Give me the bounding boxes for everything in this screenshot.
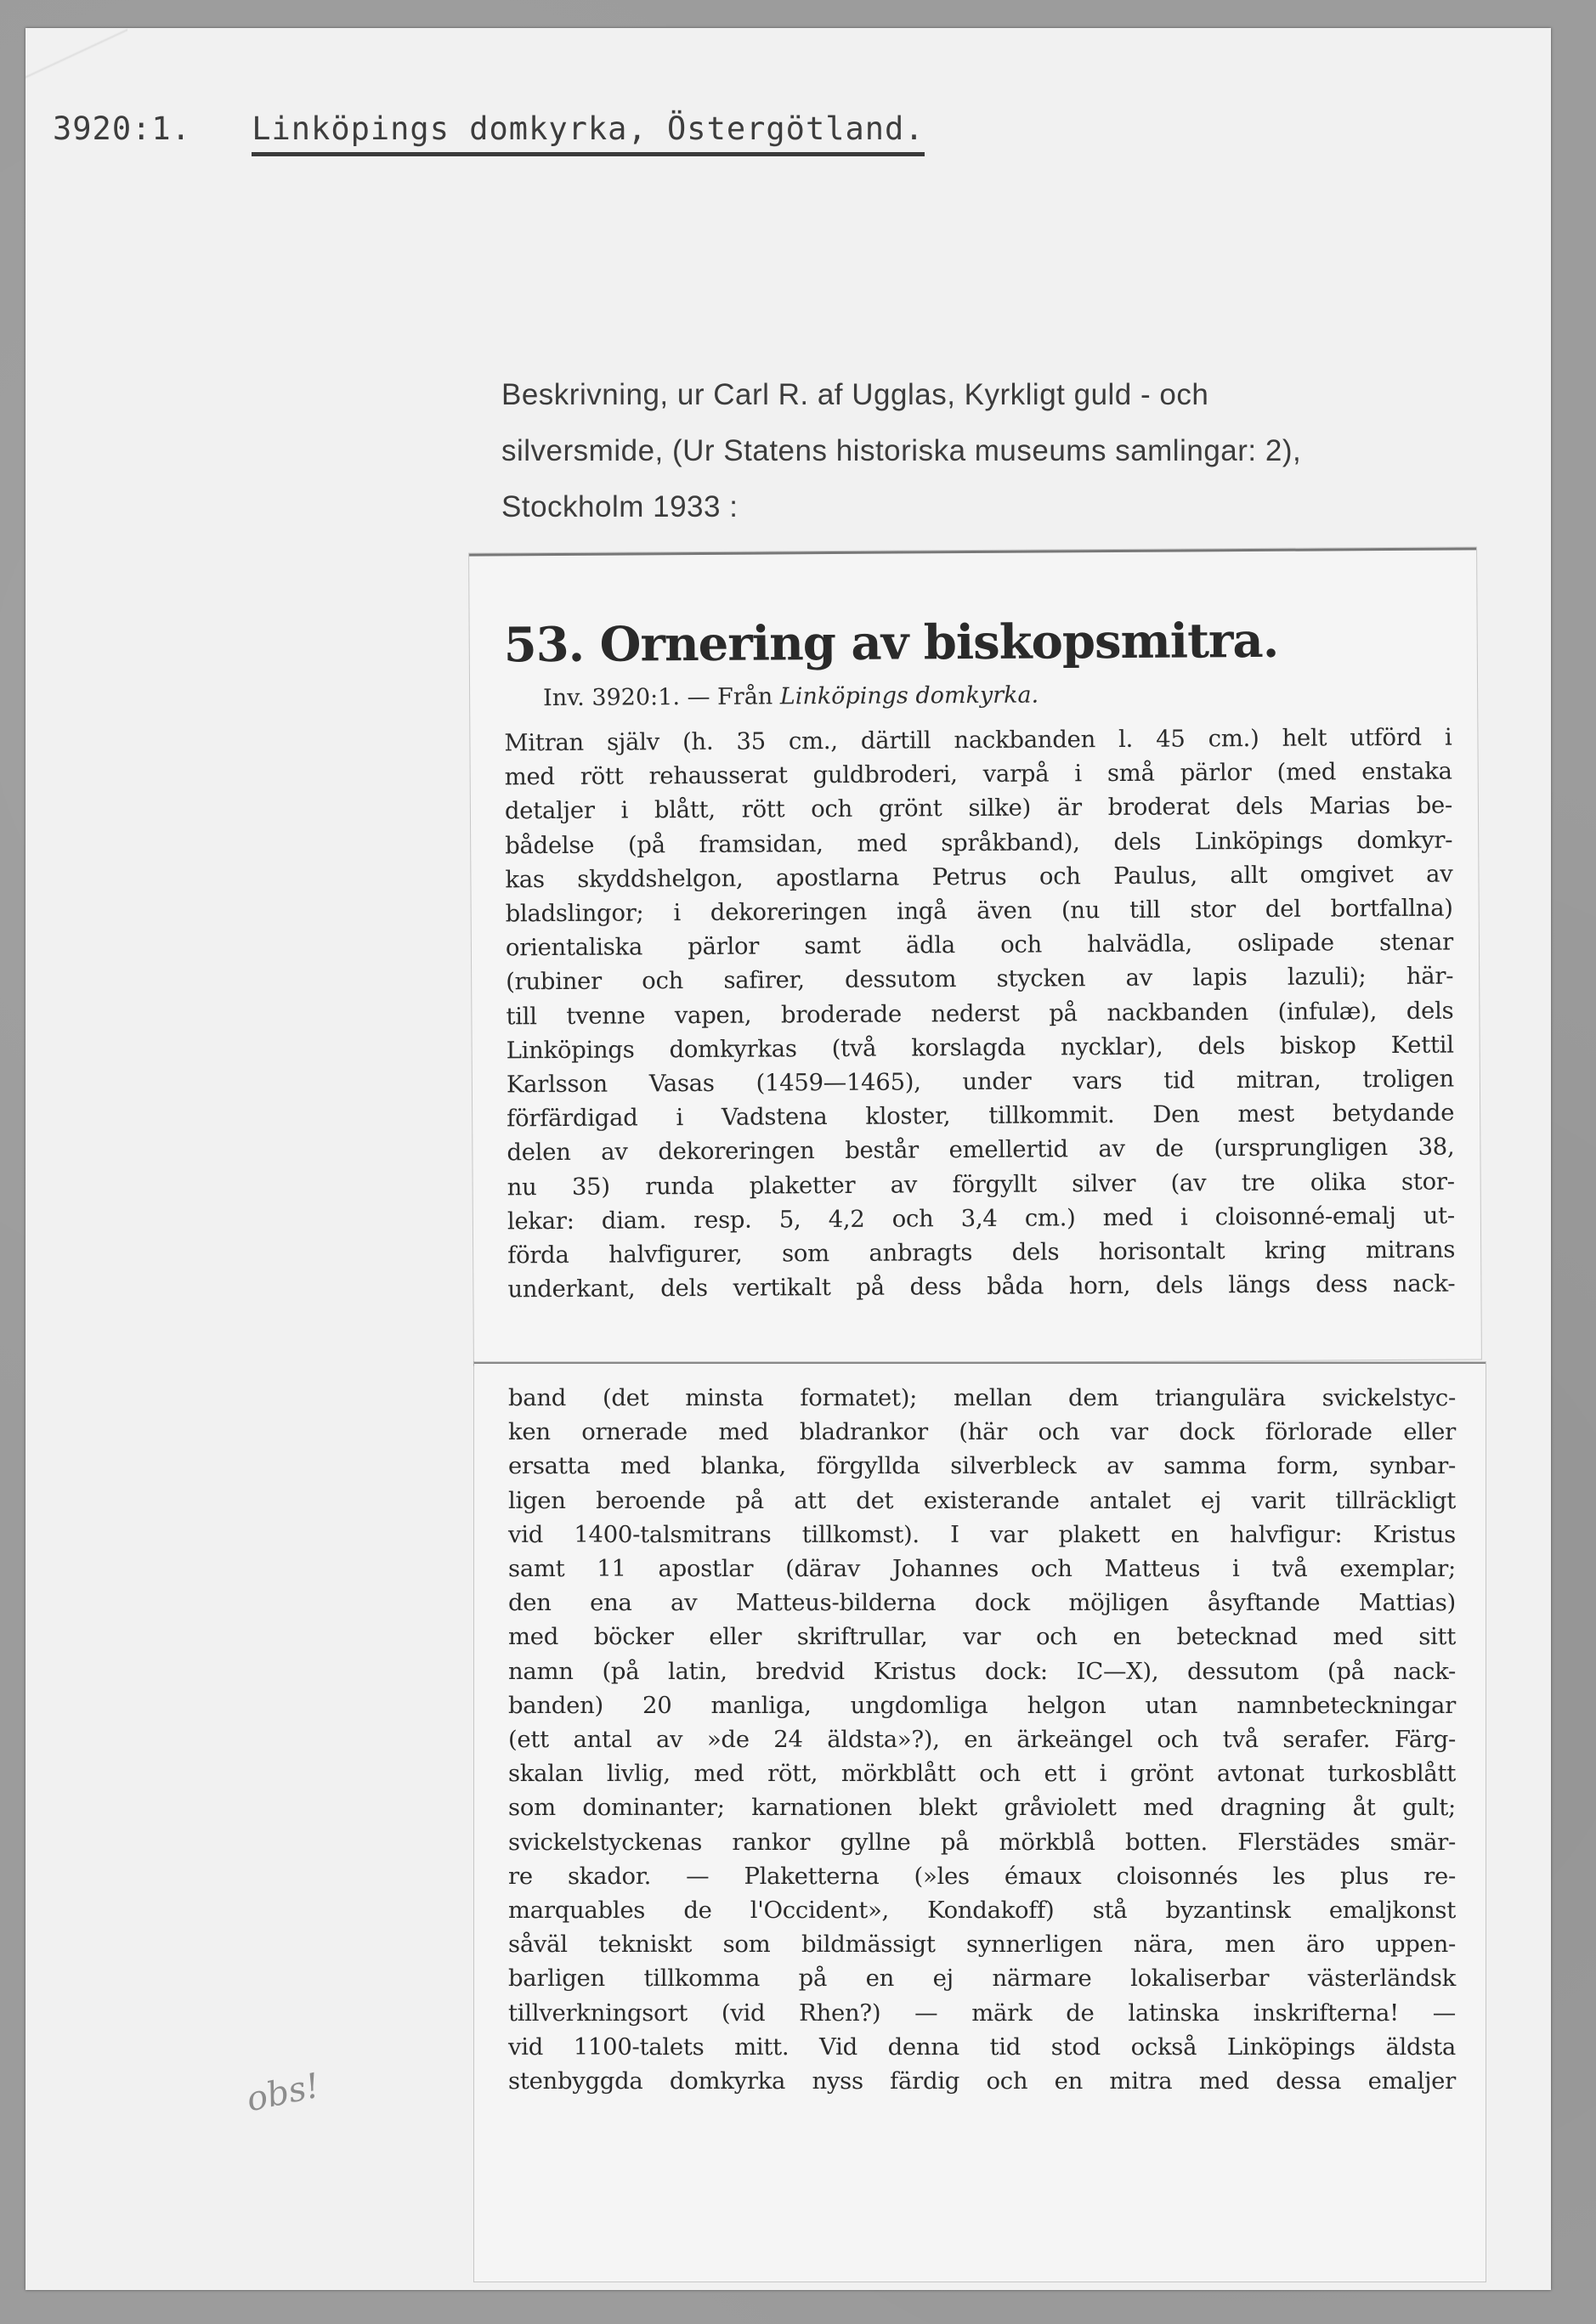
- text-line: bladslingor; i dekoreringen ingå även (nu till stor del bortfallna): [505, 894, 1453, 928]
- card-title: Linköpings domkyrka, Östergötland.: [252, 110, 924, 156]
- text-line: barligen tillkomma på en ej närmare lokaliserbar västerländsk: [508, 1965, 1456, 1993]
- text-line: med böcker eller skriftrullar, var och en betecknad med sitt: [508, 1623, 1456, 1651]
- handwritten-note: obs!: [243, 2066, 324, 2120]
- text-line: banden) 20 manliga, ungdomliga helgon utan namnbeteckningar: [508, 1691, 1456, 1719]
- text-line: ken ornerade med bladrankor (här och var dock förlorade eller: [508, 1418, 1456, 1446]
- text-line: lekar: diam. resp. 5, 4,2 och 3,4 cm.) med i cloisonné-emalj ut-: [507, 1202, 1455, 1236]
- text-line: namn (på latin, bredvid Kristus dock: IC—X), dessutom (på nack-: [508, 1657, 1456, 1685]
- text-line: ligen beroende på att det existerande antalet ej varit tillräckligt: [508, 1486, 1456, 1514]
- text-line: skalan livlig, med rött, mörkblått och ett i grönt avtonat turkosblått: [508, 1760, 1456, 1788]
- text-line: underkant, dels vertikalt på dess båda horn, dels längs dess nack-: [507, 1269, 1456, 1303]
- text-line: den ena av Matteus-bilderna dock möjligen åsyftande Mattias): [508, 1589, 1456, 1617]
- source-note: [501, 367, 1504, 535]
- text-line: marquables de l'Occident», Kondakoff) stå byzantinsk emaljkonst: [508, 1897, 1456, 1925]
- text-line: (ett antal av »de 24 äldsta»?), en ärkeängel och två serafer. Färg-: [508, 1726, 1456, 1754]
- book-clipping-2: [474, 1362, 1486, 2282]
- source-note-line: Stockholm 1933 :: [501, 490, 739, 523]
- text-line: nu 35) runda plaketter av förgyllt silver (av tre olika stor-: [507, 1168, 1455, 1202]
- article-body-part-2: [508, 1381, 1456, 2098]
- inventory-line: [543, 682, 1039, 712]
- text-line: förda halvfigurer, som anbragts dels horisontalt kring mitrans: [507, 1236, 1456, 1269]
- text-line: som dominanter; karnationen blekt gråviolett med dragning åt gult;: [508, 1794, 1456, 1822]
- text-line: (rubiner och safirer, dessutom stycken av lapis lazuli); här-: [506, 962, 1454, 996]
- text-line: detaljer i blått, rött och grönt silke) är broderat dels Marias be-: [504, 791, 1453, 825]
- text-line: vid 1100-talets mitt. Vid denna tid stod också Linköpings äldsta: [508, 2033, 1456, 2061]
- text-line: kas skyddshelgon, apostlarna Petrus och Paulus, allt omgivet av: [505, 860, 1453, 894]
- text-line: orientaliska pärlor samt ädla och halvädla, oslipade stenar: [505, 928, 1454, 962]
- text-line: svickelstyckenas rankor gyllne på mörkblå botten. Flerstädes smär-: [508, 1828, 1456, 1856]
- text-line: samt 11 apostlar (därav Johannes och Matteus i två exemplar;: [508, 1555, 1456, 1583]
- text-line: förfärdigad i Vadstena kloster, tillkommit. Den mest betydande: [507, 1099, 1455, 1133]
- text-line: Karlsson Vasas (1459—1465), under vars tid mitran, troligen: [506, 1065, 1454, 1099]
- article-heading: 53. Ornering av biskopsmitra.: [503, 612, 1279, 674]
- text-line: bådelse (på framsidan, med språkband), dels Linköpings domkyr-: [505, 826, 1453, 859]
- card-header: [53, 110, 925, 156]
- source-note-line: Beskrivning, ur Carl R. af Ugglas, Kyrkligt guld - och: [501, 378, 1209, 411]
- catalog-number: 3920:1.: [53, 110, 191, 147]
- text-line: med rött rehausserat guldbroderi, varpå i små pärlor (med enstaka: [504, 757, 1452, 791]
- inventory-number: Inv. 3920:1. — Från: [543, 683, 780, 712]
- text-line: till tvenne vapen, broderade nederst på nackbanden (infulæ), dels: [506, 997, 1454, 1030]
- archive-card: [25, 28, 1551, 2290]
- inventory-place: Linköpings domkyrka.: [779, 681, 1039, 710]
- book-clipping-1: [469, 547, 1481, 1365]
- text-line: Linköpings domkyrkas (två korslagda nycklar), dels biskop Kettil: [506, 1031, 1454, 1065]
- text-line: re skador. — Plaketterna (»les émaux cloisonnés les plus re-: [508, 1862, 1456, 1890]
- text-line: tillverkningsort (vid Rhen?) — märk de latinska inskrifterna! —: [508, 1999, 1456, 2027]
- text-line: vid 1400-talsmitrans tillkomst). I var plakett en halvfigur: Kristus: [508, 1520, 1456, 1548]
- text-line: ersatta med blanka, förgyllda silverbleck av samma form, synbar-: [508, 1452, 1456, 1480]
- text-line: band (det minsta formatet); mellan dem triangulära svickelstyc-: [508, 1384, 1456, 1411]
- article-body-part-1: [504, 721, 1455, 1307]
- text-line: stenbyggda domkyrka nyss färdig och en mitra med dessa emaljer: [508, 2067, 1456, 2095]
- source-note-line: silversmide, (Ur Statens historiska museums samlingar: 2),: [501, 434, 1302, 467]
- text-line: Mitran själv (h. 35 cm., därtill nackbanden l. 45 cm.) helt utförd i: [504, 723, 1452, 757]
- text-line: såväl tekniskt som bildmässigt synnerligen nära, men äro uppen-: [508, 1931, 1456, 1959]
- text-line: delen av dekoreringen består emellertid av de (ursprungligen 38,: [507, 1133, 1455, 1167]
